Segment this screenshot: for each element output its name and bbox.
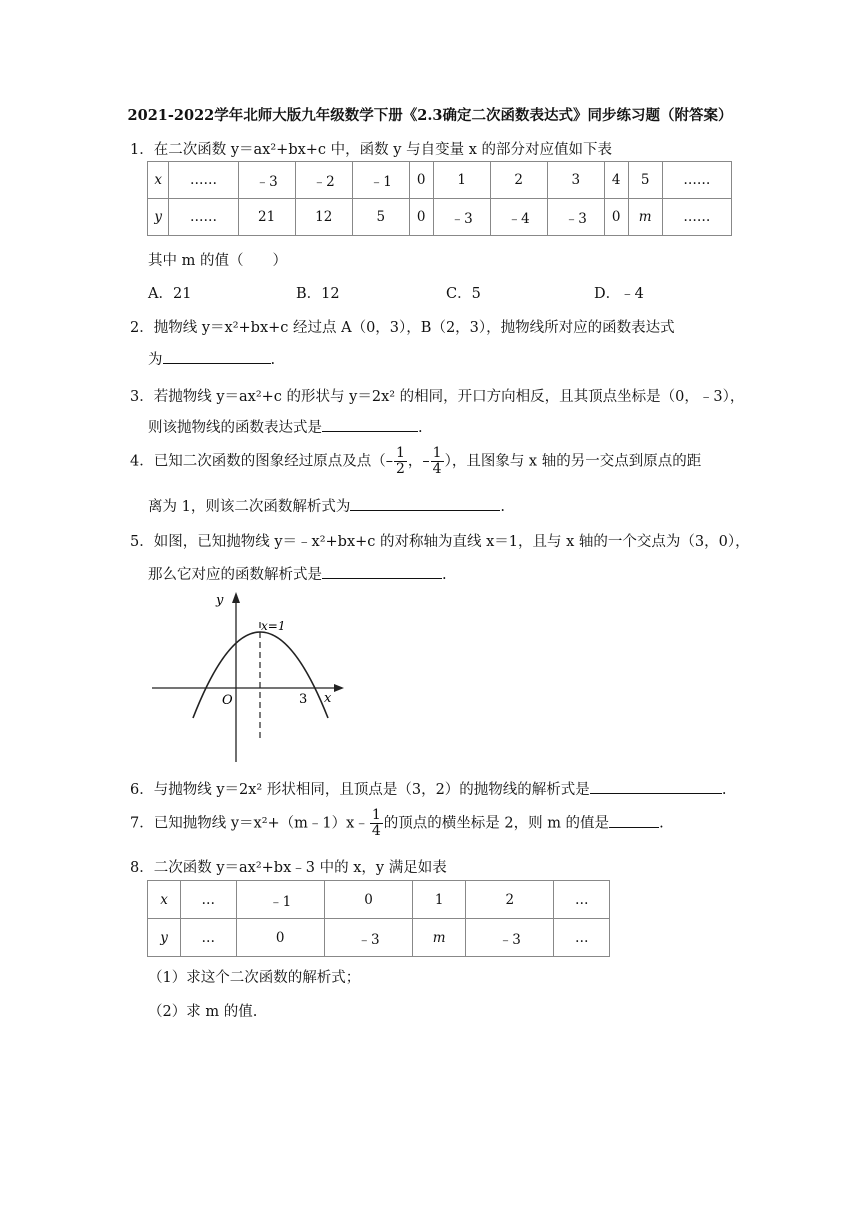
question-5-line1: 5．如图，已知抛物线 y＝﹣x²+bx+c 的对称轴为直线 x＝1，且与 x 轴的一个交点为（3，0）， — [130, 534, 750, 550]
question-8-table — [147, 880, 610, 957]
question-8-line1: 8．二次函数 y＝ax²+bx﹣3 中的 x，y 满足如表 — [130, 860, 447, 876]
q1-x-cell: 4 — [604, 162, 628, 199]
q1-x-cell: ﹣1 — [352, 162, 409, 199]
q8-x-cell: … — [181, 881, 236, 919]
q8-y-cell: … — [181, 919, 236, 957]
q1-x-cell: ﹣3 — [238, 162, 295, 199]
q8-y-cell: … — [554, 919, 610, 957]
q4-fraction-1: $\frac{1}{2}$ — [395, 445, 405, 477]
q3-answer-blank — [322, 417, 418, 432]
q1-x-cell: …… — [169, 162, 238, 199]
question-5-line2: 那么它对应的函数解析式是 . — [148, 563, 447, 584]
question-2-line2: 为 . — [148, 348, 275, 369]
question-4-line1: 4．已知二次函数的图象经过原点及点（– $\frac{1}{2}$ ，– $\frac{1}{4}$ ），且图象与 x 轴的另一交点到原点的距 — [130, 445, 702, 477]
q1-y-cell: …… — [662, 199, 731, 236]
question-4-line2: 离为 1，则该二次函数解析式为 . — [148, 495, 505, 516]
q1-function: y＝ax²+bx+c — [230, 142, 327, 158]
q1-y-cell: y — [148, 199, 169, 236]
question-1-ask: 其中 m 的值（ ） — [148, 253, 287, 269]
question-8-part-2: （2）求 m 的值. — [148, 1004, 258, 1020]
question-3-line1: 3．若抛物线 y＝ax²+c 的形状与 y＝2x² 的相同，开口方向相反，且其顶点坐标是（0，﹣3）， — [130, 389, 745, 405]
q1-y-cell: …… — [169, 199, 238, 236]
x-axis-label: x — [324, 691, 332, 706]
q8-x-cell: ﹣1 — [236, 881, 324, 919]
q1-y-cell: ﹣3 — [433, 199, 490, 236]
worksheet-title: 2021-2022学年北师大版九年级数学下册《2.3确定二次函数表达式》同步练习题（附答案） — [127, 107, 733, 124]
symmetry-line-label: x=1 — [261, 619, 286, 633]
q6-answer-blank — [590, 779, 722, 794]
question-8-part-1: （1）求这个二次函数的解析式； — [148, 970, 361, 986]
q1-x-cell: 1 — [433, 162, 490, 199]
q8-y-cell: ﹣3 — [466, 919, 554, 957]
parabola-graph — [148, 588, 358, 766]
q1-option-b: B．12 — [296, 286, 340, 302]
q1-y-cell: m — [628, 199, 662, 236]
q1-x-cell: 2 — [490, 162, 547, 199]
q8-y-cell: y — [148, 919, 181, 957]
q8-x-cell: 2 — [466, 881, 554, 919]
q4-fraction-2: $\frac{1}{4}$ — [432, 445, 442, 477]
origin-label: O — [222, 693, 233, 708]
q1-y-cell: 0 — [604, 199, 628, 236]
q8-y-cell: ﹣3 — [324, 919, 412, 957]
q1-x-cell: 3 — [547, 162, 604, 199]
root-label: 3 — [299, 692, 308, 707]
q1-x-cell: 0 — [409, 162, 433, 199]
q8-x-cell: … — [554, 881, 610, 919]
q1-y-cell: 12 — [295, 199, 352, 236]
q7-fraction: $\frac{1}{4}$ — [371, 807, 381, 839]
question-3-line2: 则该抛物线的函数表达式是 . — [148, 416, 423, 437]
q4-answer-blank — [350, 496, 500, 511]
q1-y-cell: 0 — [409, 199, 433, 236]
question-1-table — [147, 161, 732, 236]
q1-x-cell: 5 — [628, 162, 662, 199]
q8-x-cell: 0 — [324, 881, 412, 919]
q1-x-cell: ﹣2 — [295, 162, 352, 199]
q1-option-a: A．21 — [148, 286, 192, 302]
q8-x-cell: x — [148, 881, 181, 919]
question-1-stem: 1．在二次函数 y＝ax²+bx+c 中，函数 y 与自变量 x 的部分对应值如下表 — [130, 142, 612, 158]
question-6: 6．与抛物线 y＝2x² 形状相同，且顶点是（3，2）的抛物线的解析式是 . — [130, 778, 726, 799]
y-axis-arrow — [232, 592, 240, 603]
q1-y-cell: ﹣4 — [490, 199, 547, 236]
question-7: 7．已知抛物线 y＝x²+（m﹣1）x﹣ $\frac{1}{4}$ 的顶点的横坐标是 2，则 m 的值是 . — [130, 807, 664, 839]
q1-x-cell: x — [148, 162, 169, 199]
q5-answer-blank — [322, 564, 442, 579]
q1-option-d: D．﹣4 — [594, 286, 644, 302]
q1-option-c: C．5 — [446, 286, 481, 302]
y-axis-label: y — [216, 593, 224, 608]
q8-x-cell: 1 — [413, 881, 466, 919]
q8-y-cell: 0 — [236, 919, 324, 957]
q7-answer-blank — [609, 813, 659, 828]
question-2-line1: 2．抛物线 y＝x²+bx+c 经过点 A（0，3），B（2，3），抛物线所对应的函数表达式 — [130, 320, 675, 336]
q2-answer-blank — [163, 349, 271, 364]
q1-x-cell: …… — [662, 162, 731, 199]
q1-y-cell: 21 — [238, 199, 295, 236]
x-axis-arrow — [334, 684, 344, 692]
q1-y-cell: 5 — [352, 199, 409, 236]
q1-y-cell: ﹣3 — [547, 199, 604, 236]
q8-y-cell: m — [413, 919, 466, 957]
